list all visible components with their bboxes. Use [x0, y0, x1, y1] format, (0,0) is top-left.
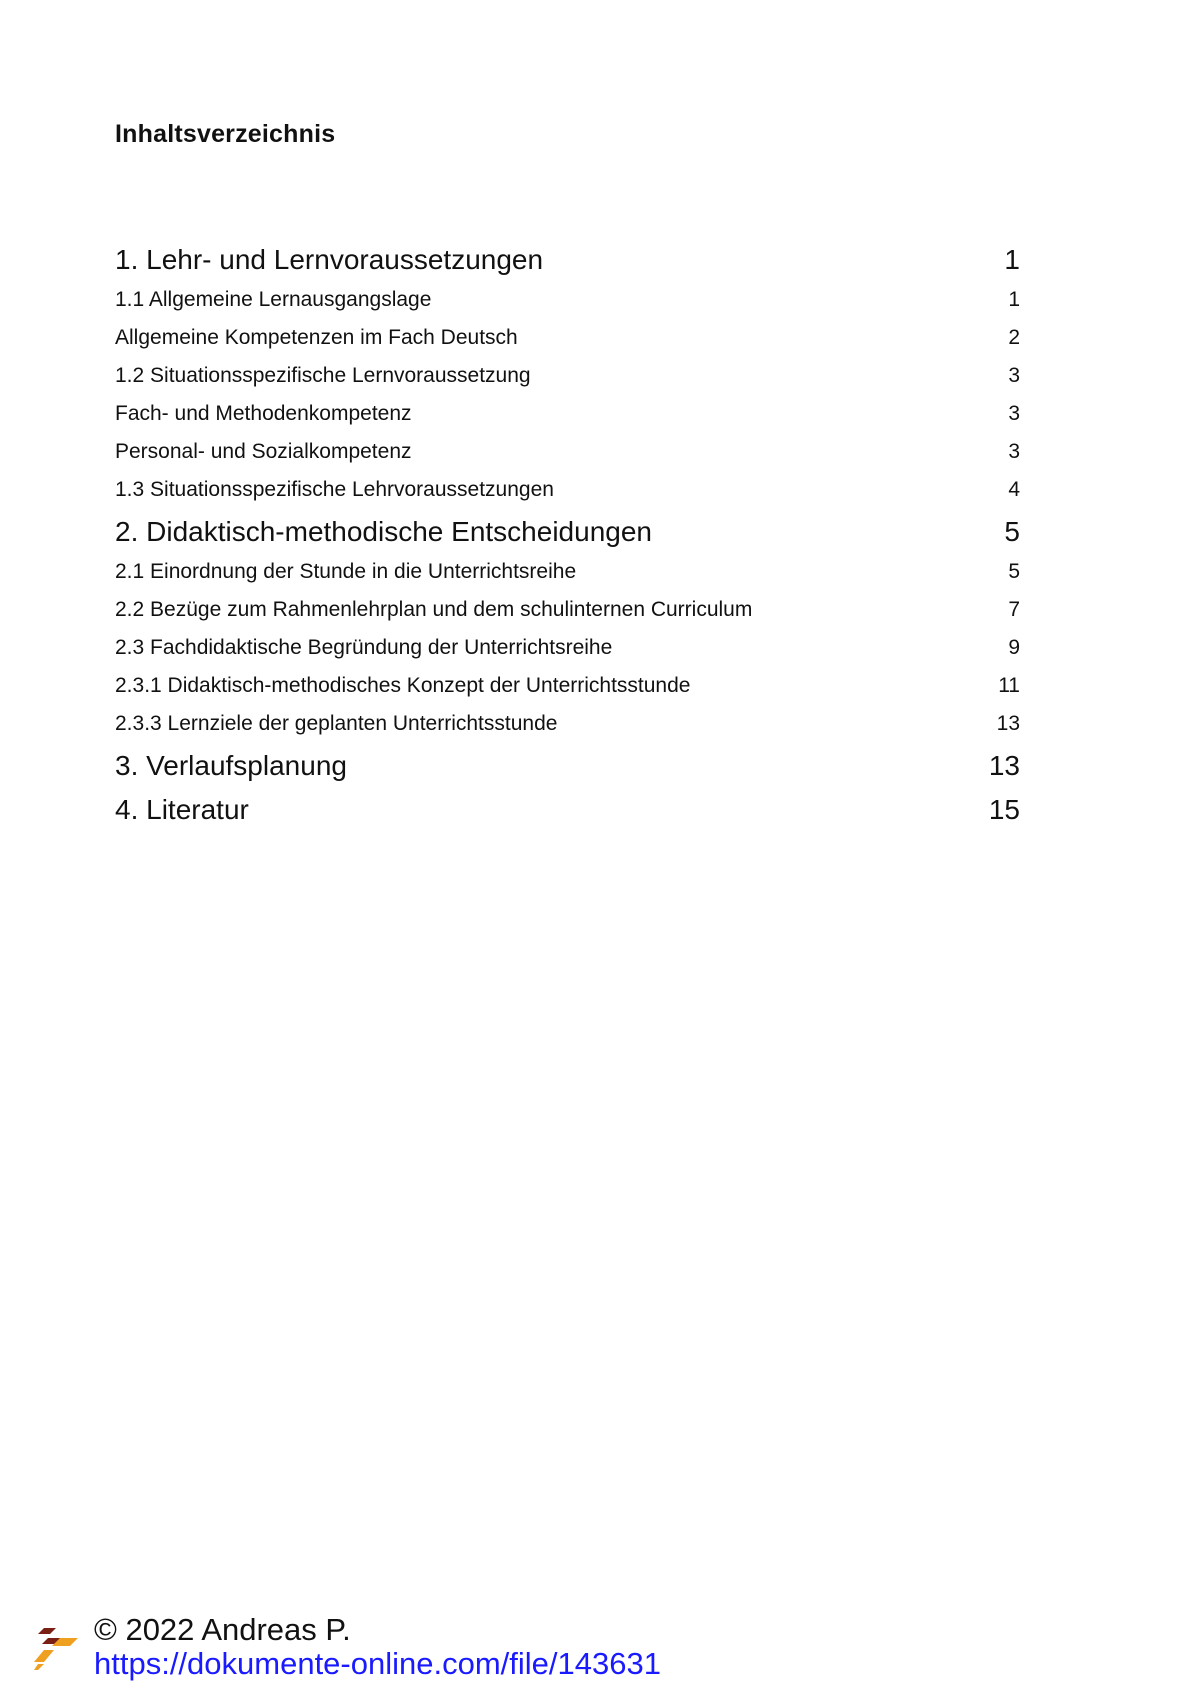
toc-entry-page: 13: [988, 750, 1020, 781]
toc-entry[interactable]: [115, 322, 1020, 360]
toc-entry[interactable]: [115, 790, 1020, 834]
toc-entry-page: 3: [1008, 402, 1020, 425]
toc-entry[interactable]: [115, 632, 1020, 670]
toc-list: [115, 240, 1020, 834]
toc-entry[interactable]: [115, 398, 1020, 436]
toc-entry-title: 2. Didaktisch-methodische Entscheidungen: [115, 516, 652, 547]
toc-entry-page: 3: [1008, 440, 1020, 463]
toc-entry-page: 5: [1004, 516, 1020, 547]
toc-entry-title: 2.3 Fachdidaktische Begründung der Unterrichtsreihe: [115, 636, 613, 659]
toc-entry-title: 3. Verlaufsplanung: [115, 750, 347, 781]
toc-entry-page: 1: [1004, 244, 1020, 275]
toc-entry-page: 9: [1008, 636, 1020, 659]
toc-entry[interactable]: [115, 594, 1020, 632]
toc-entry-page: 1: [1008, 288, 1020, 311]
toc-entry-page: 7: [1008, 598, 1020, 621]
page-footer: [34, 1612, 794, 1686]
toc-entry[interactable]: [115, 284, 1020, 322]
toc-entry-page: 11: [998, 674, 1020, 697]
toc-entry[interactable]: [115, 436, 1020, 474]
toc-entry-page: 3: [1008, 364, 1020, 387]
toc-entry-page: 15: [988, 794, 1020, 825]
toc-entry[interactable]: [115, 746, 1020, 790]
toc-entry-page: 2: [1008, 326, 1020, 349]
footer-url-link[interactable]: https://dokumente-online.com/file/143631: [94, 1646, 661, 1681]
toc-entry-page: 13: [996, 712, 1020, 735]
toc-entry-title: 1. Lehr- und Lernvoraussetzungen: [115, 244, 544, 275]
dokumente-online-logo-icon: [34, 1624, 84, 1672]
toc-entry-title: 2.1 Einordnung der Stunde in die Unterrichtsreihe: [115, 560, 577, 583]
toc-entry-title: 1.1 Allgemeine Lernausgangslage: [115, 288, 432, 311]
toc-entry-title: 2.2 Bezüge zum Rahmenlehrplan und dem schulinternen Curriculum: [115, 598, 753, 621]
toc-entry[interactable]: [115, 240, 1020, 284]
toc-entry-page: 5: [1008, 560, 1020, 583]
toc-entry[interactable]: [115, 556, 1020, 594]
toc-entry[interactable]: [115, 360, 1020, 398]
toc-entry-title: 4. Literatur: [115, 794, 249, 825]
toc-entry-title: Fach- und Methodenkompetenz: [115, 402, 412, 425]
toc-entry[interactable]: [115, 512, 1020, 556]
toc-entry-page: 4: [1008, 478, 1020, 501]
toc-entry-title: Personal- und Sozialkompetenz: [115, 440, 412, 463]
toc-entry-title: 1.2 Situationsspezifische Lernvoraussetzung: [115, 364, 531, 387]
toc-entry-title: Allgemeine Kompetenzen im Fach Deutsch: [115, 326, 518, 349]
toc-entry-title: 2.3.3 Lernziele der geplanten Unterrichtsstunde: [115, 712, 558, 735]
footer-copyright: © 2022 Andreas P.: [94, 1612, 351, 1647]
toc-heading: Inhaltsverzeichnis: [115, 120, 336, 148]
toc-entry-title: 2.3.1 Didaktisch-methodisches Konzept der Unterrichtsstunde: [115, 674, 691, 697]
toc-entry[interactable]: [115, 670, 1020, 708]
toc-entry-title: 1.3 Situationsspezifische Lehrvoraussetzungen: [115, 478, 554, 501]
toc-entry[interactable]: [115, 708, 1020, 746]
toc-entry[interactable]: [115, 474, 1020, 512]
